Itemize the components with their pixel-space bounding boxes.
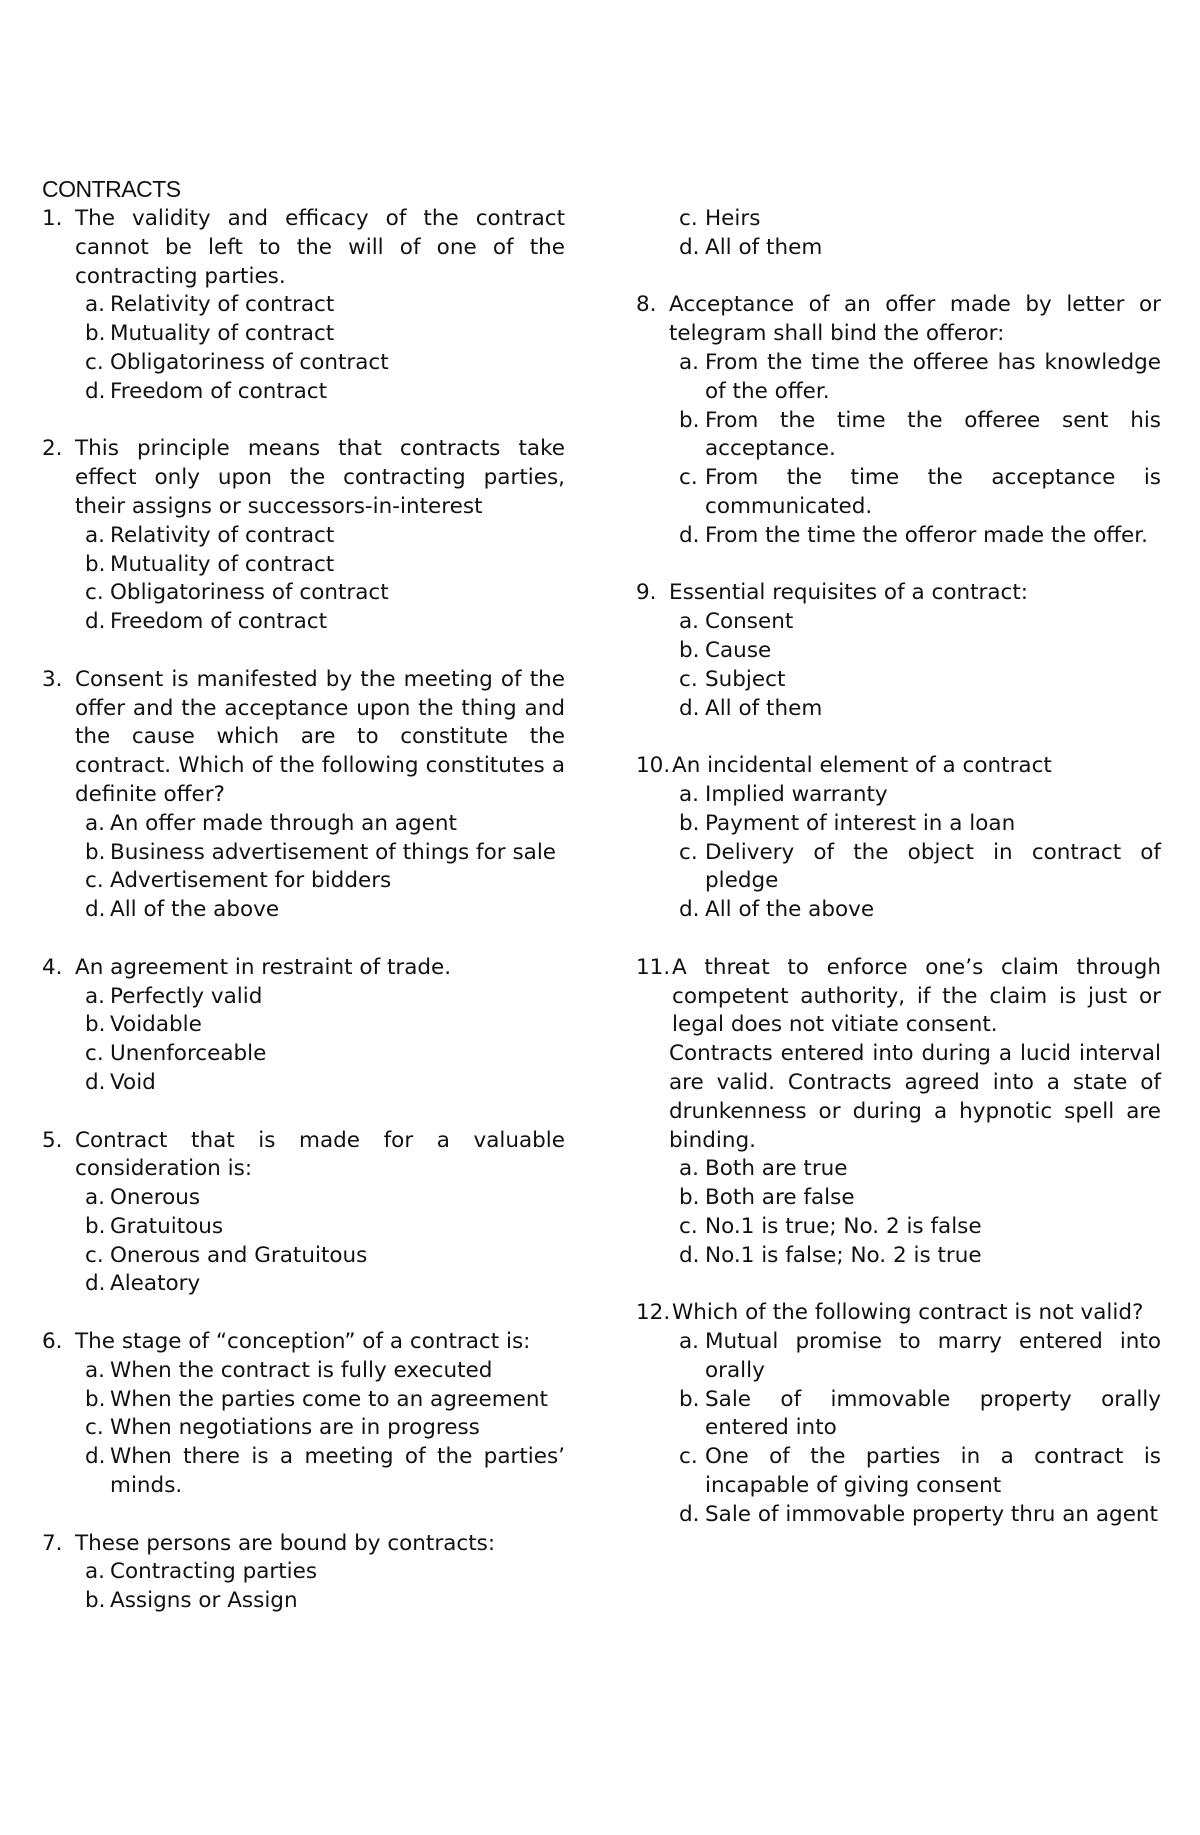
option-letter: d.	[85, 1271, 106, 1297]
option-letter: c.	[679, 206, 698, 231]
question-7-options-part-1	[42, 1558, 565, 1616]
option-text: Obligatoriness of contract	[110, 580, 389, 606]
option	[636, 896, 1161, 925]
option	[42, 1184, 565, 1213]
question-number: 12.	[636, 1300, 671, 1326]
option-letter: b.	[85, 1588, 106, 1614]
question-2	[42, 435, 565, 521]
question-12-options	[636, 1328, 1161, 1530]
option-letter: c.	[85, 1041, 104, 1067]
option-letter: c.	[85, 349, 104, 375]
option	[42, 1011, 565, 1040]
option-letter: c.	[85, 580, 104, 606]
option-letter: d.	[679, 695, 700, 721]
option	[636, 781, 1161, 810]
option-text: Payment of interest in a loan	[705, 810, 1016, 836]
option	[636, 1328, 1161, 1386]
question-text: Consent is manifested by the meeting of the offer and the acceptance upon the thing and the cause which are to constitute the contract. Which of the following constitutes a definite offer?	[75, 666, 565, 807]
option	[42, 349, 565, 378]
option	[42, 896, 565, 925]
option	[636, 637, 1161, 666]
option-letter: a.	[679, 349, 700, 375]
question-text: Which of the following contract is not valid?	[672, 1300, 1144, 1326]
question-5	[42, 1127, 565, 1185]
option-letter: d.	[85, 1444, 106, 1470]
option-text: Assigns or Assign	[110, 1588, 298, 1614]
option-text: No.1 is true; No. 2 is false	[705, 1213, 982, 1239]
question-number: 9.	[636, 580, 657, 606]
option	[42, 1558, 565, 1587]
option	[636, 205, 1161, 234]
question-11-options	[636, 1155, 1161, 1270]
option-letter: b.	[679, 810, 700, 836]
question-11	[636, 954, 1161, 1040]
option-letter: b.	[679, 1185, 700, 1211]
option-text: Mutual promise to marry entered into orally	[705, 1329, 1161, 1383]
option-text: Sale of immovable property thru an agent	[705, 1501, 1158, 1527]
option	[636, 810, 1161, 839]
option-letter: c.	[679, 1444, 698, 1470]
option	[42, 1242, 565, 1271]
question-number: 4.	[42, 954, 63, 980]
question-number: 7.	[42, 1530, 63, 1556]
question-number: 10.	[636, 753, 671, 779]
option	[42, 1414, 565, 1443]
option-text: Delivery of the object in contract of pledge	[705, 839, 1161, 894]
question-number: 3.	[42, 666, 63, 692]
option-text: Gratuitous	[110, 1213, 224, 1239]
option-text: Both are true	[705, 1156, 848, 1182]
option-letter: d.	[85, 378, 106, 404]
option	[636, 1184, 1161, 1213]
option-text: No.1 is false; No. 2 is true	[705, 1242, 982, 1268]
option-text: From the time the offeror made the offer.	[705, 522, 1148, 548]
question-text: An incidental element of a contract	[672, 753, 1052, 779]
option	[636, 1242, 1161, 1271]
option	[636, 464, 1161, 522]
option-text: Cause	[705, 637, 772, 663]
option-letter: d.	[85, 1069, 106, 1095]
question-4-options	[42, 983, 565, 1098]
option-text: Advertisement for bidders	[110, 868, 392, 894]
option-text: Both are false	[705, 1185, 855, 1211]
option	[636, 1386, 1161, 1444]
option-text: Freedom of contract	[110, 378, 328, 404]
option	[42, 839, 565, 868]
question-8	[636, 291, 1161, 349]
option-letter: a.	[85, 292, 106, 318]
option-text: An offer made through an agent	[110, 810, 457, 836]
option-letter: d.	[679, 897, 700, 923]
option-letter: c.	[85, 868, 104, 894]
option-text: From the time the offeree sent his acceptance.	[705, 407, 1161, 462]
option-text: Mutuality of contract	[110, 551, 335, 577]
option-letter: d.	[679, 234, 700, 260]
option	[42, 1270, 565, 1299]
option	[42, 522, 565, 551]
option	[636, 608, 1161, 637]
option-letter: b.	[85, 321, 106, 347]
option	[42, 1386, 565, 1415]
option	[42, 1040, 565, 1069]
option	[42, 1443, 565, 1501]
question-text: The stage of “conception” of a contract is:	[75, 1329, 531, 1355]
option-text: Contracting parties	[110, 1559, 318, 1585]
question-text: Acceptance of an offer made by letter or telegram shall bind the offeror:	[669, 292, 1161, 347]
option	[636, 666, 1161, 695]
option-text: Consent	[705, 609, 794, 635]
question-10-options	[636, 781, 1161, 925]
option-text: When there is a meeting of the parties’ minds.	[110, 1444, 565, 1499]
option-text: When the parties come to an agreement	[110, 1386, 548, 1412]
option-text: Onerous and Gratuitous	[110, 1242, 368, 1268]
option-text: Onerous	[110, 1185, 201, 1211]
option-letter: d.	[679, 522, 700, 548]
option	[636, 522, 1161, 551]
question-text: These persons are bound by contracts:	[75, 1530, 496, 1556]
option-text: From the time the offeree has knowledge of the offer.	[705, 349, 1161, 404]
question-3-options	[42, 810, 565, 925]
option-letter: c.	[679, 1213, 698, 1239]
option	[636, 1155, 1161, 1184]
option-letter: b.	[85, 839, 106, 865]
question-3	[42, 666, 565, 810]
option-text: Void	[110, 1069, 156, 1095]
option	[42, 320, 565, 349]
option-letter: c.	[85, 1242, 104, 1268]
option-letter: a.	[85, 810, 106, 836]
option-text: Freedom of contract	[110, 609, 328, 635]
option-letter: d.	[85, 609, 106, 635]
question-text: An agreement in restraint of trade.	[75, 954, 452, 980]
option-text: Heirs	[705, 206, 761, 231]
option-text: Subject	[705, 666, 786, 692]
option	[42, 579, 565, 608]
option-letter: b.	[85, 1386, 106, 1412]
option-letter: b.	[679, 1386, 700, 1412]
question-1-options	[42, 291, 565, 406]
option-letter: a.	[85, 1357, 106, 1383]
option	[42, 983, 565, 1012]
option	[636, 349, 1161, 407]
option-text: Sale of immovable property orally entered into	[705, 1386, 1161, 1441]
option-letter: a.	[679, 1156, 700, 1182]
option-text: From the time the acceptance is communicated.	[705, 465, 1161, 519]
question-7	[42, 1530, 565, 1559]
option-text: Unenforceable	[110, 1041, 267, 1067]
option	[636, 1443, 1161, 1501]
question-5-options	[42, 1184, 565, 1299]
question-11-statement-2: Contracts entered into during a lucid interval are valid. Contracts agreed into a state of drunkenness or during a hypnotic spell are binding.	[669, 1041, 1161, 1153]
right-column	[636, 205, 1161, 1530]
option-letter: b.	[85, 551, 106, 577]
option	[42, 1587, 565, 1616]
option-text: When the contract is fully executed	[110, 1357, 493, 1383]
option-letter: c.	[85, 1415, 104, 1441]
question-10	[636, 752, 1161, 781]
option-letter: a.	[85, 522, 106, 548]
option-text: One of the parties in a contract is incapable of giving consent	[705, 1444, 1161, 1499]
option	[636, 407, 1161, 465]
question-7-options-part-2	[636, 205, 1161, 263]
option	[42, 291, 565, 320]
question-9	[636, 579, 1161, 608]
question-text: A threat to enforce one’s claim through competent authority, if the claim is just or legal does not vitiate consent.	[672, 954, 1161, 1038]
option-letter: b.	[679, 407, 700, 433]
option-letter: a.	[679, 609, 700, 635]
option-letter: a.	[85, 983, 106, 1009]
option-text: Voidable	[110, 1012, 202, 1038]
option-text: Implied warranty	[705, 781, 888, 807]
option-text: All of them	[705, 234, 823, 260]
question-6	[42, 1328, 565, 1357]
question-text: Essential requisites of a contract:	[669, 580, 1029, 606]
option-text: All of them	[705, 695, 823, 721]
option-letter: c.	[679, 666, 698, 692]
option-letter: a.	[679, 1329, 700, 1355]
question-number: 6.	[42, 1329, 63, 1355]
option	[636, 234, 1161, 263]
question-4	[42, 954, 565, 983]
question-text: The validity and efficacy of the contract cannot be left to the will of one of the contracting parties.	[75, 206, 565, 289]
option	[42, 378, 565, 407]
option-text: Perfectly valid	[110, 983, 263, 1009]
option	[636, 839, 1161, 897]
option-text: When negotiations are in progress	[110, 1415, 480, 1441]
option-text: All of the above	[110, 897, 280, 923]
question-number: 8.	[636, 292, 657, 318]
question-number: 11.	[636, 954, 671, 980]
question-12	[636, 1299, 1161, 1328]
option-text: Aleatory	[110, 1271, 201, 1297]
option-letter: b.	[679, 637, 700, 663]
option	[42, 810, 565, 839]
option-letter: d.	[679, 1242, 700, 1268]
question-number: 1.	[42, 206, 63, 231]
option	[636, 1213, 1161, 1242]
option-letter: d.	[679, 1501, 700, 1527]
option	[636, 1501, 1161, 1530]
question-text: This principle means that contracts take effect only upon the contracting parties, their assigns or successors-in-interest	[75, 436, 565, 519]
question-2-options	[42, 522, 565, 637]
option-letter: c.	[679, 839, 698, 865]
option-letter: b.	[85, 1012, 106, 1038]
question-9-options	[636, 608, 1161, 723]
question-6-options	[42, 1357, 565, 1501]
option-letter: d.	[85, 897, 106, 923]
option-letter: a.	[85, 1185, 106, 1211]
option	[42, 1213, 565, 1242]
option-letter: a.	[85, 1559, 106, 1585]
left-column	[42, 205, 565, 1616]
option-letter: b.	[85, 1213, 106, 1239]
question-8-options	[636, 349, 1161, 551]
option-text: Relativity of contract	[110, 522, 335, 548]
question-number: 2.	[42, 436, 63, 462]
option-text: Obligatoriness of contract	[110, 349, 389, 375]
question-1	[42, 205, 565, 291]
option-letter: a.	[679, 781, 700, 807]
option-text: All of the above	[705, 897, 875, 923]
option	[42, 551, 565, 580]
option	[636, 695, 1161, 724]
option	[42, 867, 565, 896]
option	[42, 1357, 565, 1386]
question-text: Contract that is made for a valuable consideration is:	[75, 1127, 565, 1182]
page-title: CONTRACTS	[42, 176, 181, 202]
option-text: Business advertisement of things for sale	[110, 839, 557, 865]
option-text: Relativity of contract	[110, 292, 335, 318]
option	[42, 608, 565, 637]
option	[42, 1069, 565, 1098]
question-number: 5.	[42, 1127, 63, 1153]
option-letter: c.	[679, 465, 698, 491]
option-text: Mutuality of contract	[110, 321, 335, 347]
